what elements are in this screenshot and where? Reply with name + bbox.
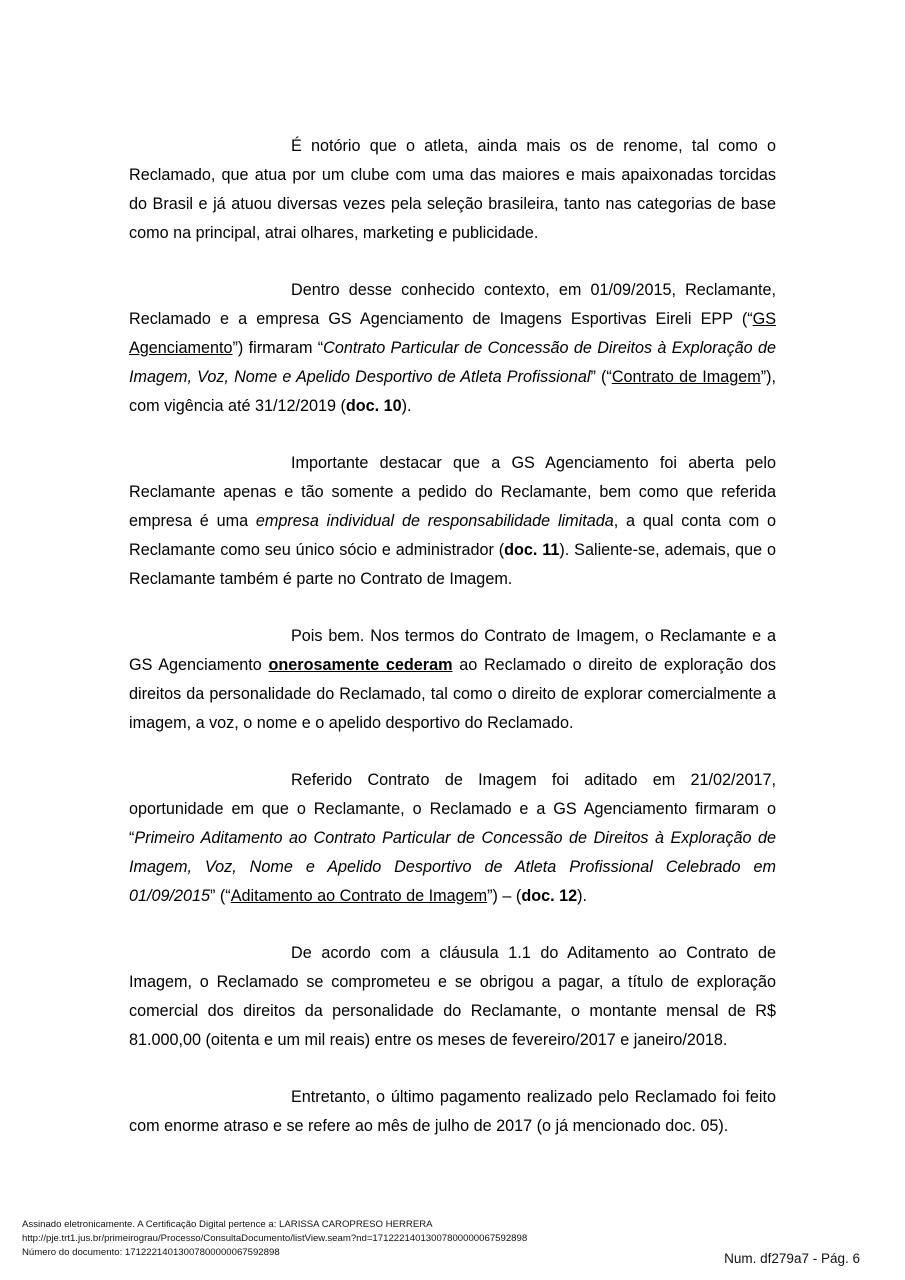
paragraph-text-segment: De acordo com a cláusula 1.1 do Aditamento ao Contrato de Imagem, o Reclamado se comprometeu e se obrigou a pagar, a título de exploração comercial dos direitos da personalidade do Reclamante, o montante mensal de R$ 81.000,00 (oitenta e um mil reais) entre os meses de fevereiro/2017 e janeiro/2018. (129, 944, 776, 1049)
paragraph (129, 939, 776, 1055)
paragraph-text-segment: ). (401, 397, 412, 415)
paragraph-text-segment: Referido Contrato de Imagem foi aditado em 21/02/2017, oportunidade em que o Reclamante, o Reclamado e a GS Agenciamento firmaram o “ (129, 771, 776, 847)
paragraph-text-segment: ” (“ (210, 887, 231, 905)
paragraph-text-segment: Dentro desse conhecido contexto, em 01/09/2015, Reclamante, Reclamado e a empresa GS Agenciamento de Imagens Esportivas Eireli EPP (“ (129, 281, 776, 328)
paragraph-text-segment: Importante destacar que a GS Agenciamento foi aberta pelo Reclamante apenas e tão somente a pedido do Reclamante, bem como que referida empresa é uma (129, 454, 776, 530)
paragraph-text-segment: ). (577, 887, 587, 905)
paragraph-text-segment: doc. 12 (521, 887, 578, 905)
page-reference: Num. df279a7 - Pág. 6 (724, 1251, 860, 1266)
paragraph (129, 449, 776, 594)
paragraph-text-segment: ao Reclamado o direito de exploração dos direitos da personalidade do Reclamado, tal como o direito de explorar comercialmente a imagem, a voz, o nome e o apelido desportivo do Reclamado. (129, 656, 776, 732)
document-url[interactable]: http://pje.trt1.jus.br/primeirograu/Processo/ConsultaDocumento/listView.seam?nd=17122214013007800000067592898 (22, 1233, 528, 1244)
document-body (129, 132, 776, 1169)
paragraph-text-segment: Entretanto, o último pagamento realizado pelo Reclamado foi feito com enorme atraso e se refere ao mês de julho de 2017 (o já mencionado doc. 05). (129, 1088, 776, 1135)
paragraph-text-segment: doc. 10 (345, 397, 402, 415)
paragraph (129, 766, 776, 911)
paragraph-text-segment: empresa individual de responsabilidade limitada (255, 512, 614, 530)
paragraph-text-segment: Contrato Particular de Concessão de Direitos à Exploração de Imagem, Voz, Nome e Apelido Desportivo de Atleta Profissional (129, 339, 777, 386)
paragraph (129, 1083, 776, 1141)
paragraph-text-segment: É notório que o atleta, ainda mais os de renome, tal como o Reclamado, que atua por um clube com uma das maiores e mais apaixonadas torcidas do Brasil e já atuou diversas vezes pela seleção brasileira, tanto nas categorias de base como na principal, atrai olhares, marketing e publicidade. (129, 137, 776, 242)
paragraph-text-segment: GS Agenciamento (129, 310, 776, 357)
paragraph-text-segment: ”) firmaram “ (232, 339, 324, 357)
paragraph-text-segment: doc. 11 (504, 541, 560, 559)
paragraph-text-segment: ). Saliente-se, ademais, que o Reclamante também é parte no Contrato de Imagem. (129, 541, 776, 588)
paragraph-text-segment: , a qual conta com o Reclamante como seu único sócio e administrador ( (129, 512, 776, 559)
paragraph-text-segment: Primeiro Aditamento ao Contrato Particular de Concessão de Direitos à Exploração de Imagem, Voz, Nome e Apelido Desportivo de Atleta Profissional Celebrado em 01/09/2015 (129, 829, 776, 905)
signature-footer (22, 1218, 527, 1260)
paragraph-text-segment: Pois bem. Nos termos do Contrato de Imagem, o Reclamante e a GS Agenciamento (129, 627, 776, 674)
paragraph (129, 276, 776, 421)
paragraph-text-segment: ”), com vigência até 31/12/2019 ( (129, 368, 776, 415)
paragraph (129, 622, 776, 738)
paragraph-text-segment: Contrato de Imagem (611, 368, 761, 386)
paragraph-text-segment: Aditamento ao Contrato de Imagem (230, 887, 488, 905)
paragraph-text-segment: ” (“ (590, 368, 612, 386)
document-number: Número do documento: 17122214013007800000067592898 (22, 1247, 280, 1258)
paragraph-text-segment: onerosamente cederam (268, 656, 453, 674)
paragraph-text-segment: ”) – ( (487, 887, 522, 905)
signature-line: Assinado eletronicamente. A Certificação Digital pertence a: LARISSA CAROPRESO HERRERA (22, 1219, 433, 1230)
paragraph (129, 132, 776, 248)
